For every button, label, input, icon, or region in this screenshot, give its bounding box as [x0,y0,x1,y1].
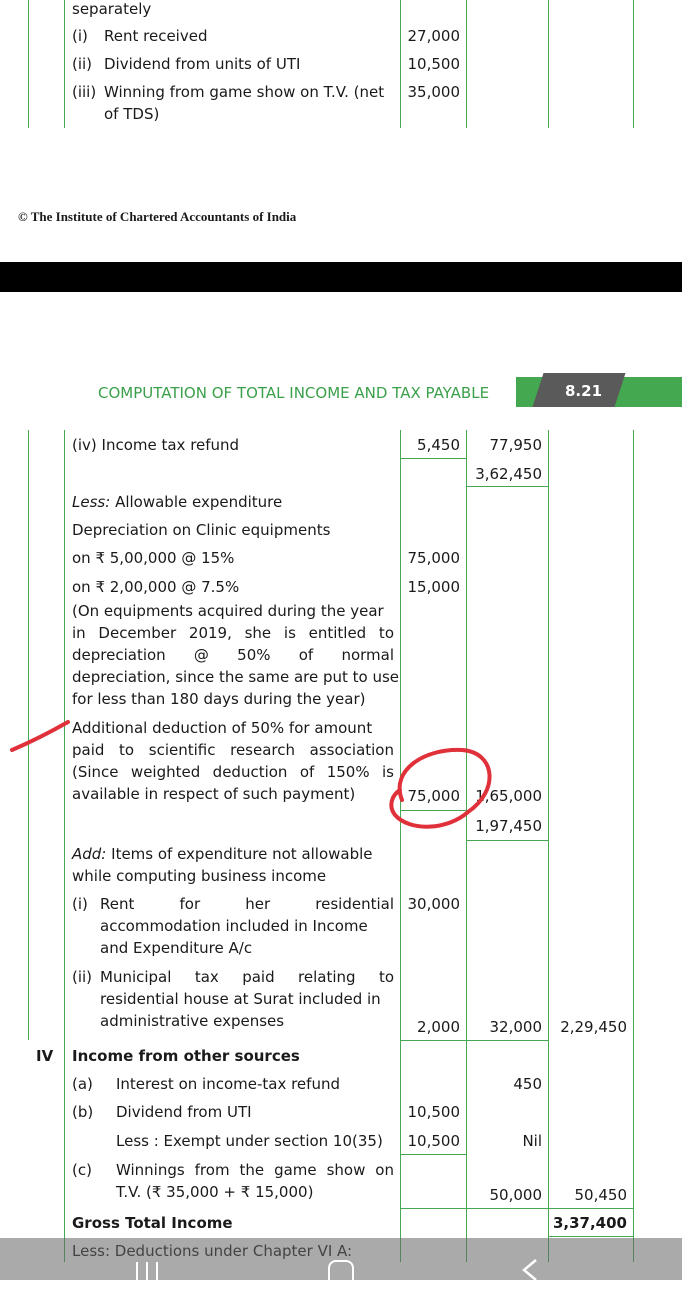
additional-line: (Since weighted deduction of 150% is [72,763,394,781]
item-line: and Expenditure A/c [100,939,253,957]
amount: 450 [513,1075,542,1093]
additional-line: available in respect of such payment) [72,785,356,803]
amount: 75,000 [407,787,460,805]
additional-line: Additional deduction of 50% for amount [72,719,373,737]
item-label: Interest on income-tax refund [116,1075,340,1093]
gross-total-label: Gross Total Income [72,1214,233,1232]
item-num: (ii) [72,968,93,986]
note-line: depreciation @ 50% of normal [72,646,394,664]
item-line: administrative expenses [100,1012,285,1030]
amount: 15,000 [407,578,460,596]
amount: 10,500 [407,1103,460,1121]
row-label: Dividend from units of UTI [104,55,301,73]
add-heading-cont: while computing business income [72,867,327,885]
item-line: accommodation included in Income [100,917,368,935]
subtotal: 3,62,450 [475,465,542,483]
section-roman: IV [36,1047,54,1065]
amount: 10,500 [407,1132,460,1150]
item-line: residential house at Surat included in [100,990,381,1008]
amount: 5,450 [417,436,460,454]
item-line: Winnings from the game show on [116,1161,394,1179]
item-num: (a) [72,1075,93,1093]
depreciation-heading: Depreciation on Clinic equipments [72,521,331,539]
copyright-footer: © The Institute of Chartered Accountants of India [18,209,297,224]
depreciation-line: on ₹ 5,00,000 @ 15% [72,549,235,567]
row-label-cont: of TDS) [104,105,160,123]
amount: Nil [522,1132,542,1150]
item-num: (i) [72,895,88,913]
grand-amount: 2,29,450 [560,1018,627,1036]
item-label: Dividend from UTI [116,1103,252,1121]
depreciation-line: on ₹ 2,00,000 @ 7.5% [72,578,240,596]
additional-line: paid to scientific research association [72,741,394,759]
red-mark-stroke [12,722,68,750]
gross-total-amount: 3,37,400 [552,1214,627,1232]
home-icon[interactable] [328,1260,354,1290]
page-running-title: COMPUTATION OF TOTAL INCOME AND TAX PAYABLE [98,384,490,402]
page-number: 8.21 [565,382,603,400]
note-line: for less than 180 days during the year) [72,690,366,708]
amount: 30,000 [407,895,460,913]
back-icon[interactable] [520,1258,540,1280]
row-num: (i) [72,27,88,45]
note-line: depreciation, since the same are put to use [72,668,400,686]
amount: 50,450 [574,1186,627,1204]
income-tax-refund-label: (iv) Income tax refund [72,436,240,454]
amount: 32,000 [489,1018,542,1036]
note-line: in December 2019, she is entitled to [72,624,394,642]
amount: 2,000 [417,1018,460,1036]
navigation-bar [0,1238,682,1280]
amount: 75,000 [407,549,460,567]
amount: 1,65,000 [475,787,542,805]
note-line: (On equipments acquired during the year [72,602,384,620]
add-heading: Add: Items of expenditure not allowable [72,845,373,863]
row-amount: 10,500 [407,55,460,73]
heading-tail: separately [72,0,152,18]
item-line: T.V. (₹ 35,000 + ₹ 15,000) [116,1183,314,1201]
row-amount: 35,000 [407,83,460,101]
subtotal: 1,97,450 [475,817,542,835]
row-num: (ii) [72,55,93,73]
row-num: (iii) [72,83,97,101]
item-line: Municipal tax paid relating to [100,968,394,986]
less-allowable-expenditure: Less: Allowable expenditure [72,493,283,511]
item-num: (c) [72,1161,92,1179]
red-circle-mark [391,750,489,827]
amount: 50,000 [489,1186,542,1204]
exempt-label: Less : Exempt under section 10(35) [116,1132,383,1150]
row-label: Winning from game show on T.V. (net [104,83,385,101]
item-num: (b) [72,1103,94,1121]
item-line: Rent for her residential [100,895,394,913]
amount: 77,950 [489,436,542,454]
row-amount: 27,000 [407,27,460,45]
row-label: Rent received [104,27,208,45]
section-title: Income from other sources [72,1047,300,1065]
recent-apps-icon[interactable] [136,1262,160,1280]
